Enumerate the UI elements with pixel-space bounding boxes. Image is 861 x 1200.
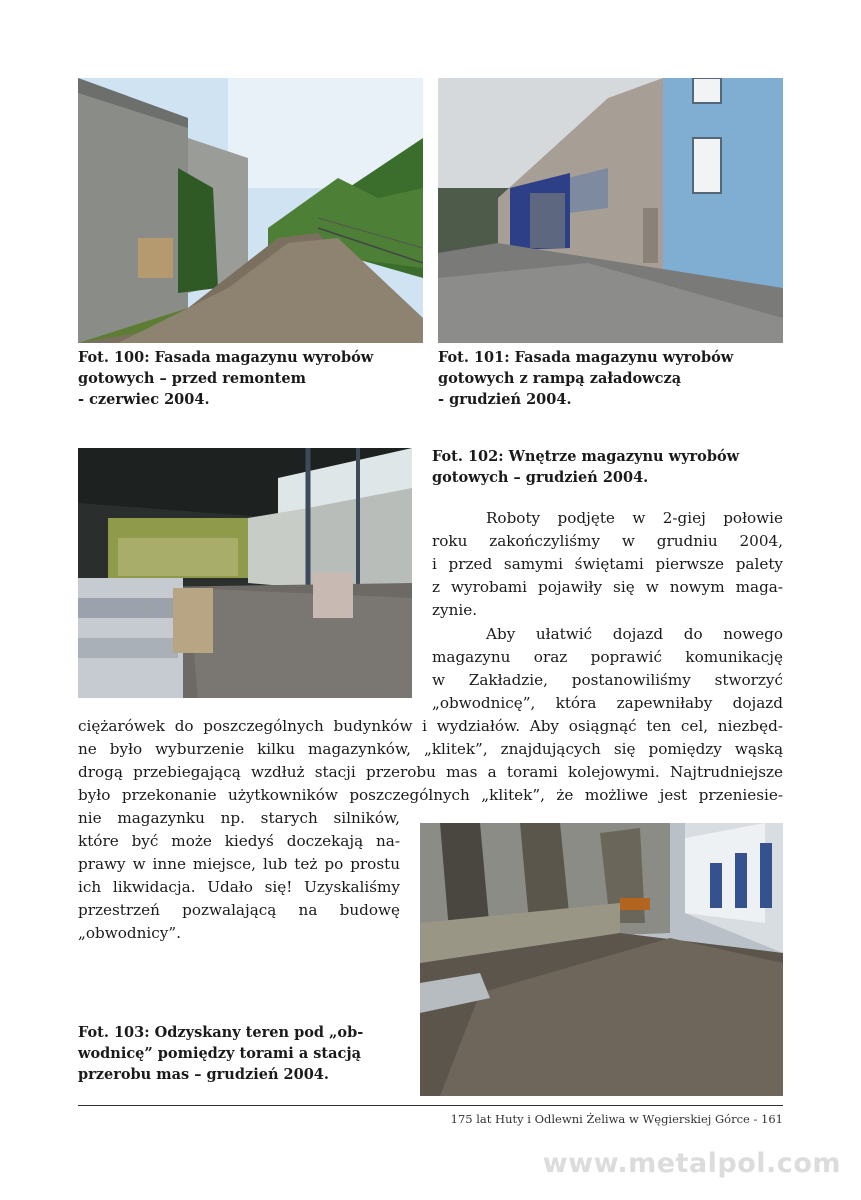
- text-line: Aby ułatwić dojazd do nowego: [486, 625, 783, 643]
- caption-line: Fot. 101: Fasada magazynu wyrobów: [438, 349, 734, 366]
- body-paragraph-1: [432, 507, 783, 622]
- text-line: „obwodnicy”.: [78, 924, 181, 942]
- caption-line: Fot. 103: Odzyskany teren pod „ob-: [78, 1024, 364, 1041]
- caption-line: - czerwiec 2004.: [78, 391, 210, 408]
- text-line: było przekonanie użytkowników poszczególnych „klitek”, że możliwe jest przeniesie-: [78, 786, 783, 804]
- footer-rule: [78, 1105, 783, 1106]
- photo-102: [78, 448, 412, 698]
- text-line: ciężarówek do poszczególnych budynków i wydziałów. Aby osiągnąć ten cel, niezbęd-: [78, 717, 783, 735]
- body-paragraph-2-full: [78, 715, 783, 807]
- text-line: ich likwidacja. Udało się! Uzyskaliśmy: [78, 878, 400, 896]
- photo-101: [438, 78, 783, 343]
- body-paragraph-2-narrow: [432, 623, 783, 715]
- caption-line: wodnicę” pomiędzy torami a stacją: [78, 1045, 361, 1062]
- photo-103: [420, 823, 783, 1096]
- photo-100: [78, 78, 423, 343]
- text-line: nie magazynku np. starych silników,: [78, 809, 400, 827]
- text-line: prawy w inne miejsce, lub też po prostu: [78, 855, 400, 873]
- text-line: roku zakończyliśmy w grudniu 2004,: [432, 532, 783, 550]
- text-line: magazynu oraz poprawić komunikację: [432, 648, 783, 666]
- body-paragraph-2-left: [78, 807, 400, 945]
- text-line: drogą przebiegającą wzdłuż stacji przerobu mas a torami kolejowymi. Najtrudniejsze: [78, 763, 783, 781]
- caption-fot-103: [78, 1022, 363, 1085]
- text-line: Roboty podjęte w 2-giej połowie: [486, 509, 783, 527]
- text-line: z wyrobami pojawiły się w nowym maga-: [432, 578, 783, 596]
- text-line: w Zakładzie, postanowiliśmy stworzyć: [432, 671, 783, 689]
- caption-line: gotowych z rampą załadowczą: [438, 370, 682, 387]
- watermark: www.metalpol.com: [542, 1148, 841, 1179]
- caption-fot-100: [78, 347, 373, 410]
- caption-line: gotowych – grudzień 2004.: [432, 469, 649, 486]
- text-line: „obwodnicę”, która zapewniłaby dojazd: [432, 694, 783, 712]
- text-line: ne było wyburzenie kilku magazynków, „klitek”, znajdujących się pomiędzy wąską: [78, 740, 783, 758]
- caption-line: Fot. 100: Fasada magazynu wyrobów: [78, 349, 374, 366]
- text-line: zynie.: [432, 601, 478, 619]
- caption-line: gotowych – przed remontem: [78, 370, 306, 387]
- caption-fot-101: [438, 347, 733, 410]
- footer-page-label: 175 lat Huty i Odlewni Żeliwa w Węgierskiej Górce - 161: [450, 1112, 783, 1126]
- text-line: które być może kiedyś doczekają na-: [78, 832, 400, 850]
- caption-line: Fot. 102: Wnętrze magazynu wyrobów: [432, 448, 740, 465]
- caption-line: przerobu mas – grudzień 2004.: [78, 1066, 329, 1083]
- text-line: przestrzeń pozwalającą na budowę: [78, 901, 400, 919]
- caption-fot-102: [432, 446, 739, 488]
- text-line: i przed samymi świętami pierwsze palety: [432, 555, 783, 573]
- caption-line: - grudzień 2004.: [438, 391, 572, 408]
